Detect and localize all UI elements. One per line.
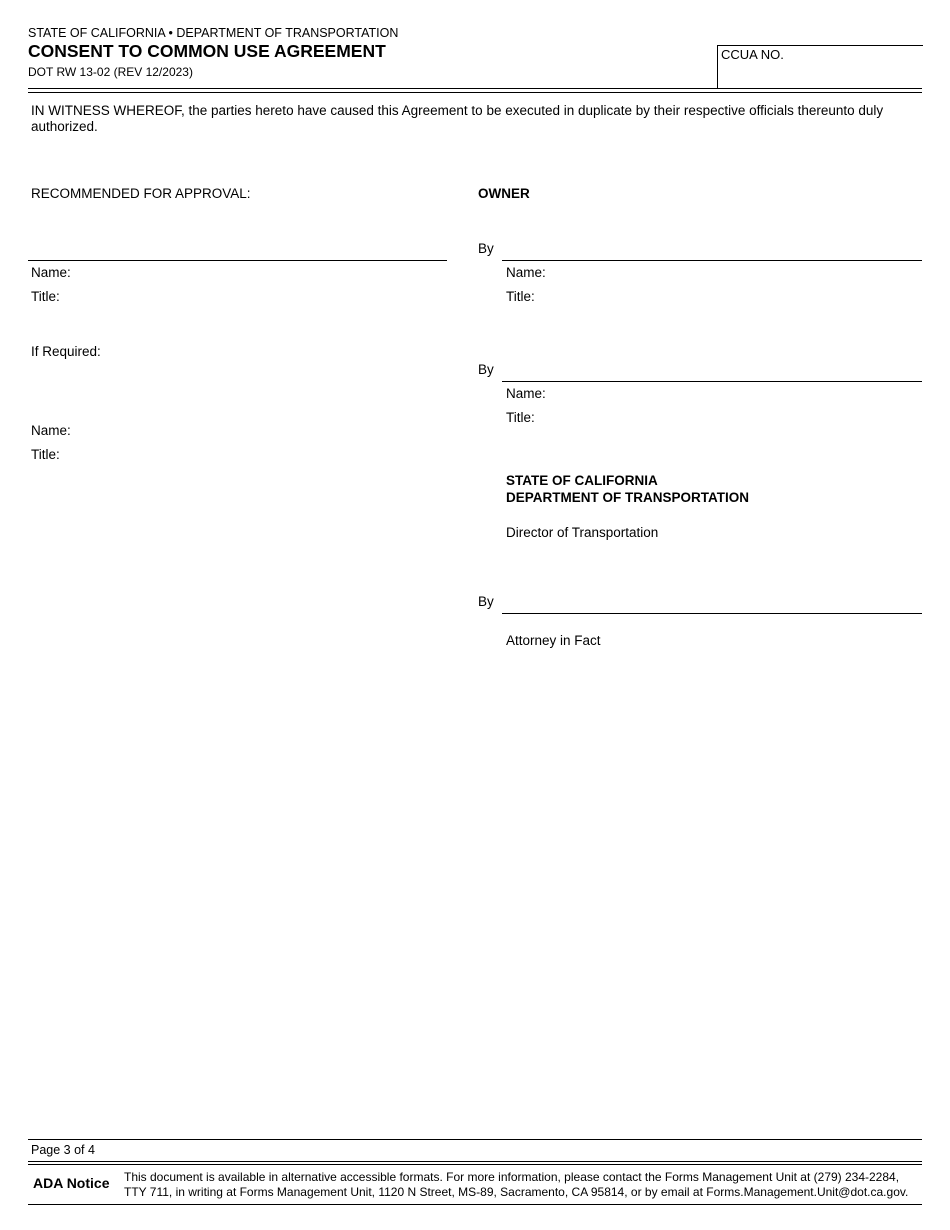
owner-label: OWNER <box>478 186 530 201</box>
if-required-title-label: Title: <box>31 447 60 462</box>
form-number: DOT RW 13-02 (REV 12/2023) <box>28 65 193 79</box>
ada-notice-line-2: TTY 711, in writing at Forms Management Unit, 1120 N Street, MS-89, Sacramento, CA 95814, or by email at Forms.Management.Unit@dot.ca.gov. <box>124 1185 909 1199</box>
footer-divider-bottom <box>28 1204 922 1205</box>
ccua-number-box <box>717 45 923 89</box>
ada-notice-line-1: This document is available in alternative accessible formats. For more information, please contact the Forms Management Unit at (279) 234-2284, <box>124 1170 900 1184</box>
owner-title-label-2: Title: <box>506 410 535 425</box>
footer-divider-middle-2 <box>28 1164 922 1165</box>
header-divider-top <box>28 88 922 89</box>
if-required-name-label: Name: <box>31 423 71 438</box>
state-signature-field[interactable] <box>502 593 922 613</box>
owner-signature-line-2[interactable] <box>502 361 922 382</box>
ccua-number-label: CCUA NO. <box>721 47 784 62</box>
ada-notice-label: ADA Notice <box>33 1175 110 1191</box>
state-by-label: By <box>478 594 494 609</box>
header-divider-bottom <box>28 92 922 93</box>
ada-notice-text <box>124 1170 908 1200</box>
recommended-signature-field[interactable] <box>28 240 447 260</box>
agency-header: STATE OF CALIFORNIA • DEPARTMENT OF TRANSPORTATION <box>28 26 399 40</box>
recommended-title-label: Title: <box>31 289 60 304</box>
state-signature-line[interactable] <box>502 593 922 614</box>
footer-divider-top <box>28 1139 922 1140</box>
director-of-transportation-label: Director of Transportation <box>506 525 659 540</box>
owner-signature-line[interactable] <box>502 240 922 261</box>
recommended-signature-line[interactable] <box>28 240 447 261</box>
page-number: Page 3 of 4 <box>31 1143 95 1157</box>
recommended-for-approval-label: RECOMMENDED FOR APPROVAL: <box>31 186 251 201</box>
attorney-in-fact-label: Attorney in Fact <box>506 633 601 648</box>
ccua-number-field[interactable] <box>720 64 918 84</box>
footer-divider-middle-1 <box>28 1161 922 1162</box>
owner-title-label: Title: <box>506 289 535 304</box>
witness-statement: IN WITNESS WHEREOF, the parties hereto have caused this Agreement to be executed in duplicate by their respective officials thereunto duly authorized. <box>31 103 884 134</box>
owner-name-label: Name: <box>506 265 546 280</box>
owner-signature-field-2[interactable] <box>502 361 922 381</box>
recommended-name-label: Name: <box>31 265 71 280</box>
owner-by-label-2: By <box>478 362 494 377</box>
department-of-transportation-label: DEPARTMENT OF TRANSPORTATION <box>506 490 749 505</box>
form-title: CONSENT TO COMMON USE AGREEMENT <box>28 41 386 61</box>
owner-by-label: By <box>478 241 494 256</box>
if-required-label: If Required: <box>31 344 101 359</box>
owner-signature-field[interactable] <box>502 240 922 260</box>
owner-name-label-2: Name: <box>506 386 546 401</box>
state-of-california-label: STATE OF CALIFORNIA <box>506 473 658 488</box>
